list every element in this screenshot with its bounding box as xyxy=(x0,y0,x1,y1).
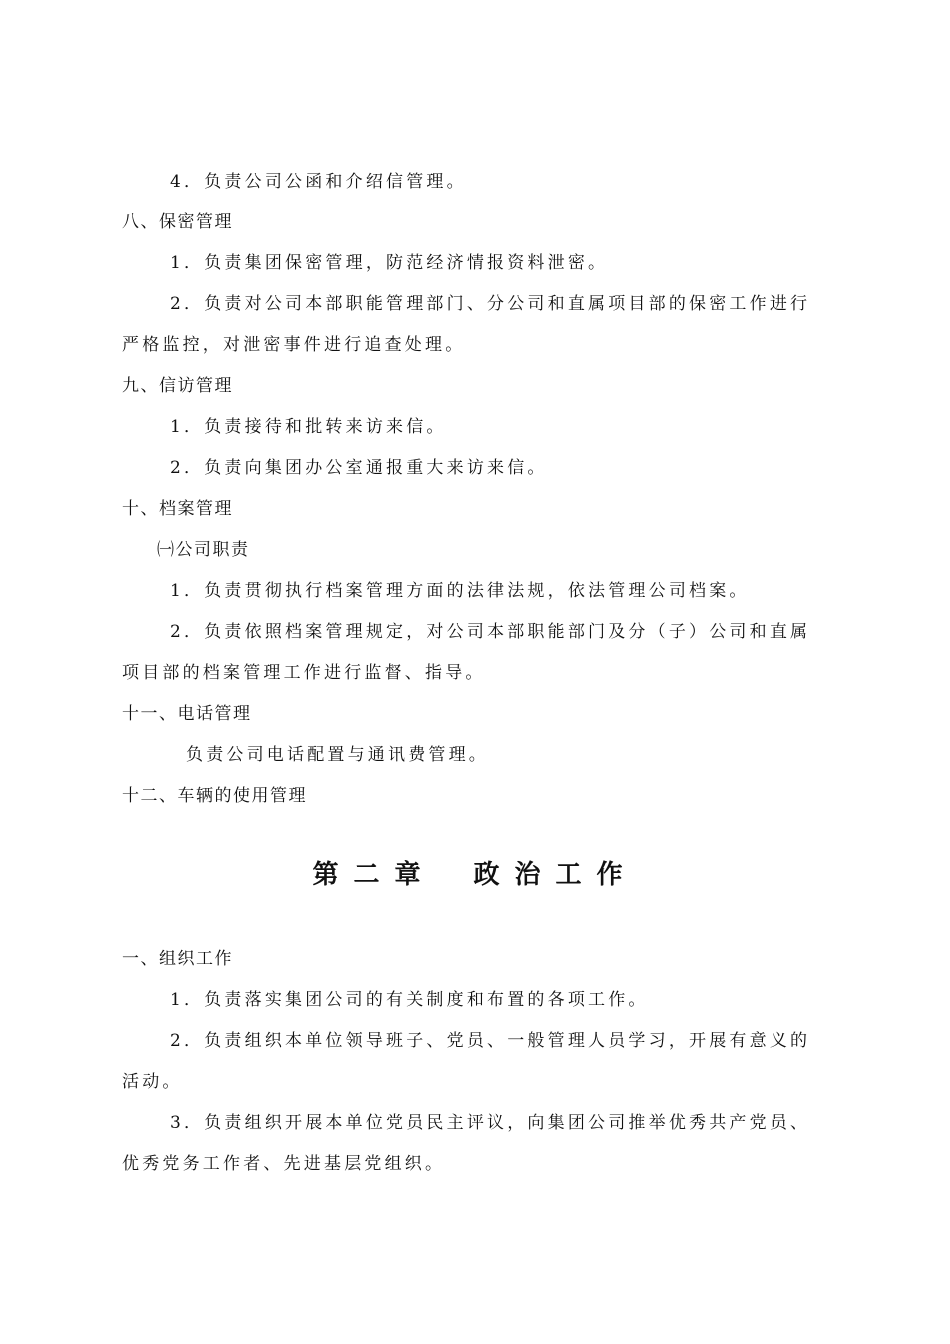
paragraph-item-4-letters: 4．负责公司公函和介绍信管理。 xyxy=(170,172,467,192)
paragraph-organization-3a: 3．负责组织开展本单位党员民主评议，向集团公司推举优秀共产党员、 xyxy=(170,1113,811,1133)
paragraph-confidentiality-2b: 严格监控，对泄密事件进行追查处理。 xyxy=(122,335,466,355)
heading-vehicle-management: 十二、车辆的使用管理 xyxy=(122,786,307,806)
subheading-company-duties: ㈠公司职责 xyxy=(157,540,250,560)
paragraph-archives-1: 1．负责贯彻执行档案管理方面的法律法规，依法管理公司档案。 xyxy=(170,581,750,601)
paragraph-archives-2a: 2．负责依照档案管理规定，对公司本部职能部门及分（子）公司和直属 xyxy=(170,622,811,642)
heading-confidentiality-management: 八、保密管理 xyxy=(122,212,233,232)
chapter-name: 政治工作 xyxy=(473,860,638,890)
heading-organization-work: 一、组织工作 xyxy=(122,949,233,969)
paragraph-telephone: 负责公司电话配置与通讯费管理。 xyxy=(186,745,489,765)
paragraph-organization-3b: 优秀党务工作者、先进基层党组织。 xyxy=(122,1154,446,1174)
paragraph-petition-2: 2．负责向集团办公室通报重大来访来信。 xyxy=(170,458,548,478)
chapter-number: 第二章 xyxy=(312,860,436,890)
paragraph-organization-1: 1．负责落实集团公司的有关制度和布置的各项工作。 xyxy=(170,990,649,1010)
paragraph-organization-2a: 2．负责组织本单位领导班子、党员、一般管理人员学习，开展有意义的 xyxy=(170,1031,811,1051)
heading-archives-management: 十、档案管理 xyxy=(122,499,233,519)
heading-telephone-management: 十一、电话管理 xyxy=(122,704,252,724)
chapter-title xyxy=(0,858,950,892)
paragraph-petition-1: 1．负责接待和批转来访来信。 xyxy=(170,417,447,437)
paragraph-confidentiality-2a: 2．负责对公司本部职能管理部门、分公司和直属项目部的保密工作进行 xyxy=(170,294,811,314)
paragraph-organization-2b: 活动。 xyxy=(122,1072,183,1092)
paragraph-archives-2b: 项目部的档案管理工作进行监督、指导。 xyxy=(122,663,486,683)
heading-petition-management: 九、信访管理 xyxy=(122,376,233,396)
paragraph-confidentiality-1: 1．负责集团保密管理，防范经济情报资料泄密。 xyxy=(170,253,609,273)
